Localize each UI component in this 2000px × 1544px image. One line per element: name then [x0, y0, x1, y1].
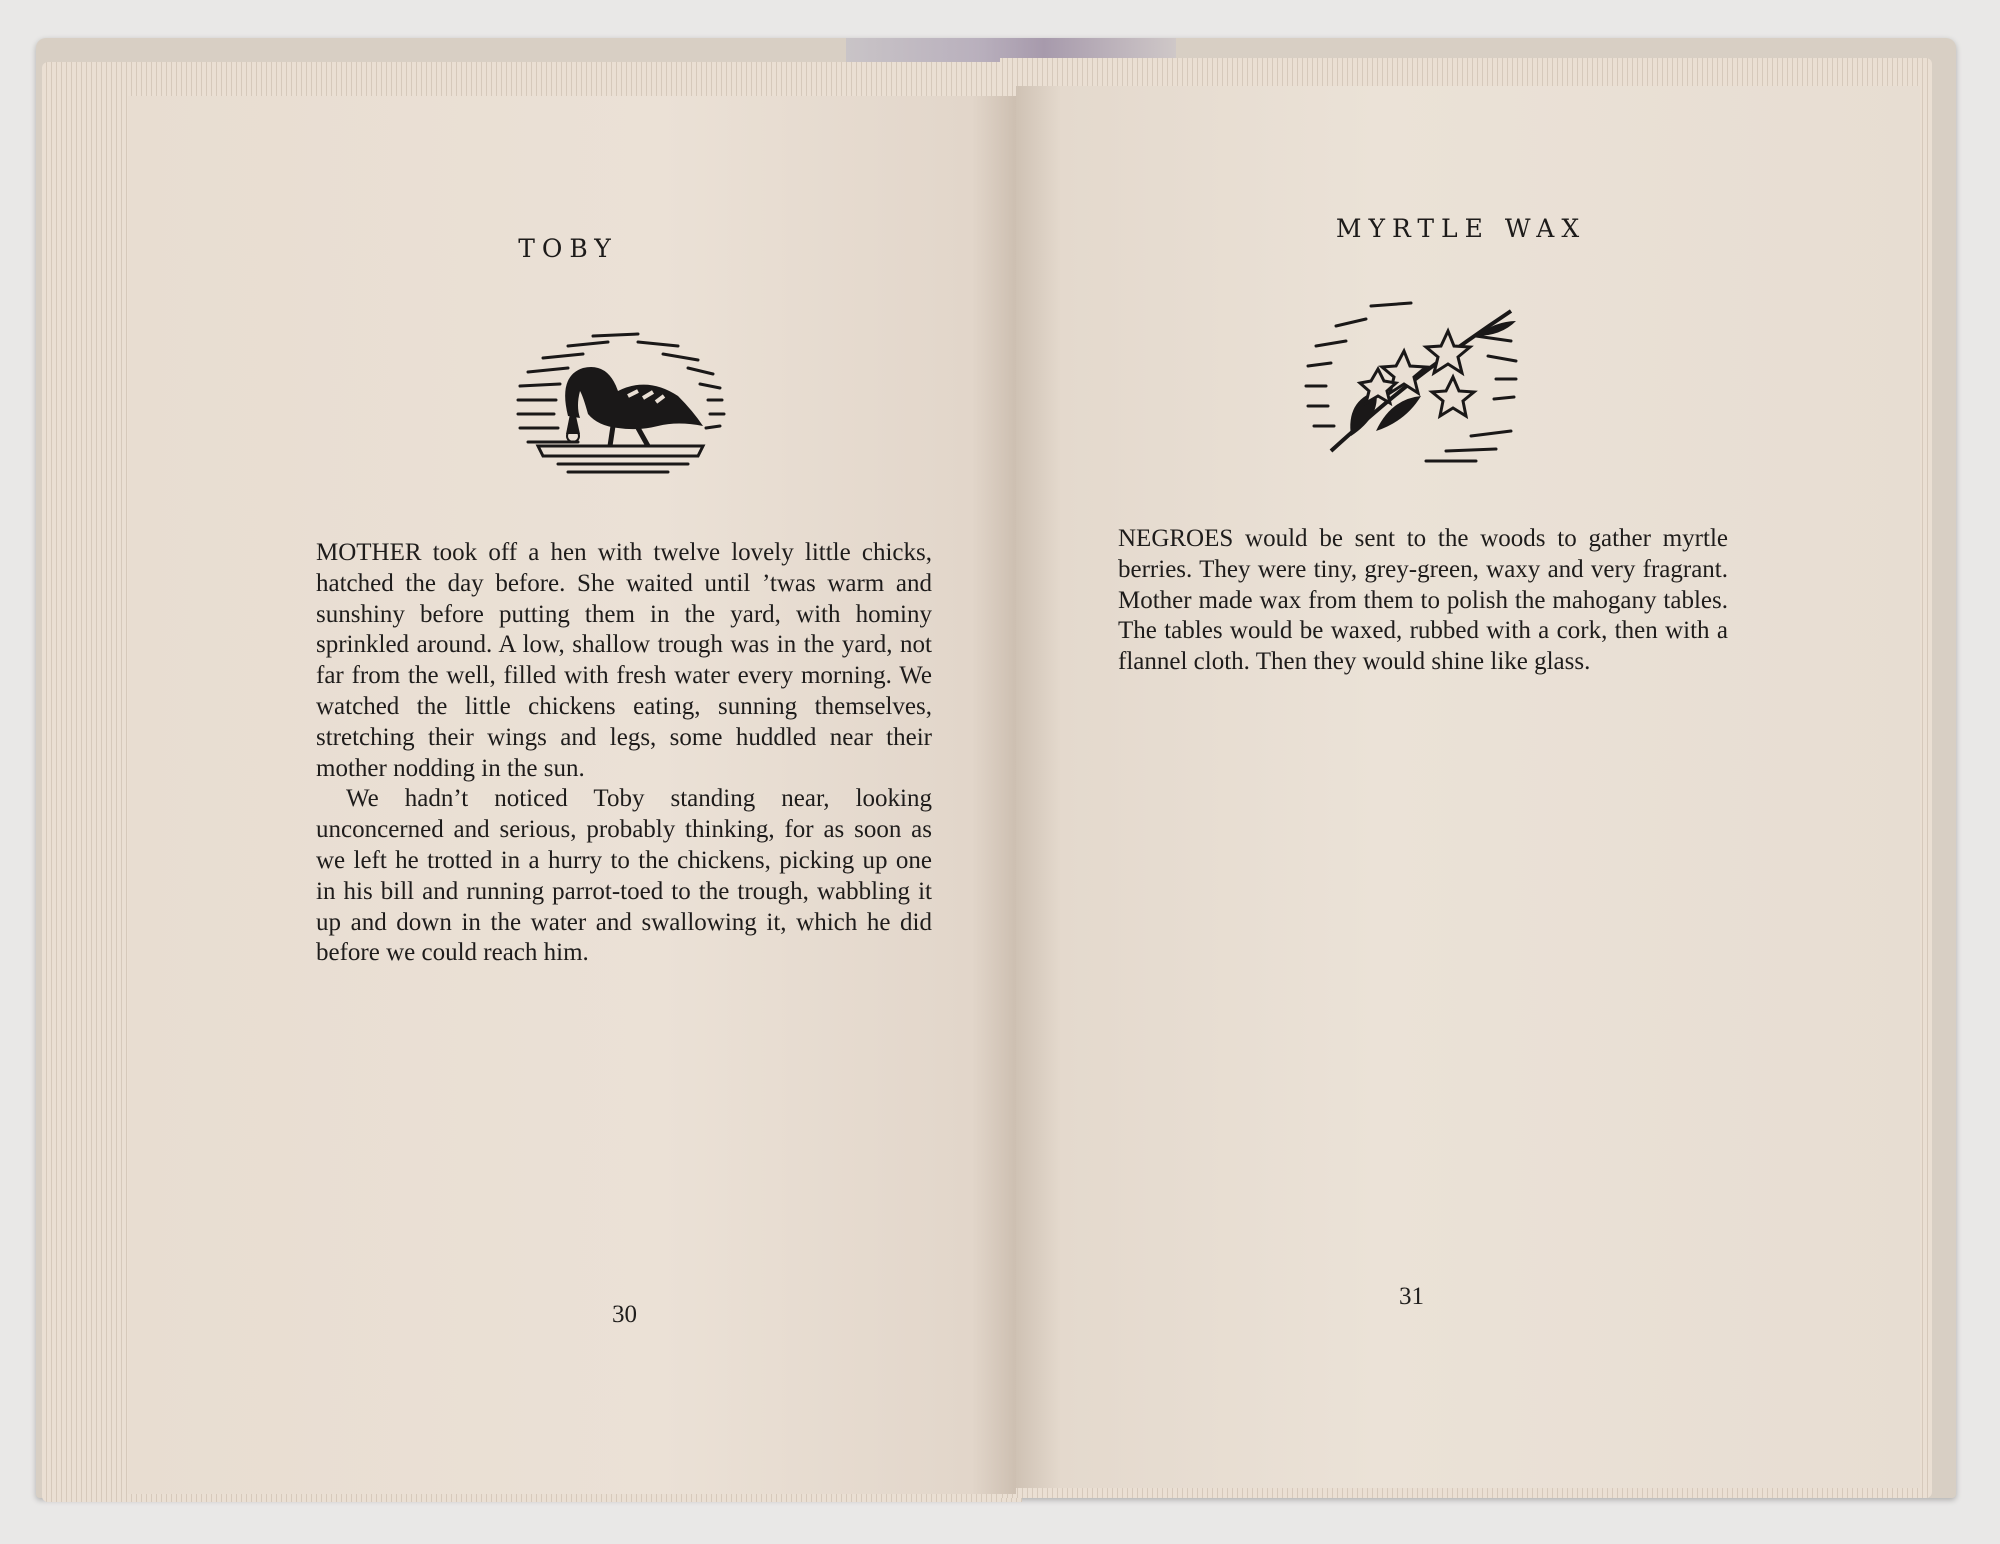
paragraph: MOTHER took off a hen with twelve lovely little chicks, hatched the day before. She waited until ’twas warm and sunshiny before putting them in the yard, with hominy sprinkled around. A low, shallow trough was in the yard, not far from the well, filled with fresh water every morning. We watched the little chickens eating, sunning themselves, stretching their wings and legs, some huddled near their mother nodding in the sun. — [316, 539, 932, 782]
page-number: 30 — [612, 1301, 637, 1328]
chapter-body — [1118, 524, 1728, 678]
page-number: 31 — [1399, 1283, 1424, 1310]
chapter-title: MYRTLE WAX — [1335, 214, 1587, 243]
chapter-title: TOBY — [518, 234, 618, 263]
paragraph: We hadn’t noticed Toby standing near, looking unconcerned and serious, probably thinking, for as soon as we left he trotted in a hurry to the chickens, picking up one in his bill and running parrot-toed to the trough, wabbling it up and down in the water and swallowing it, which he did before we could reach him. — [316, 785, 932, 967]
right-page — [1016, 86, 1920, 1488]
paragraph: NEGROES would be sent to the woods to gather myrtle berries. They were tiny, grey-green, waxy and very fragrant. Mother made wax from them to polish the mahogany tables. The tables would be waxed, rubbed with a cork, then with a flannel cloth. Then they would shine like glass. — [1118, 525, 1728, 676]
goose-drinking-icon — [488, 296, 748, 476]
chapter-body — [316, 538, 932, 969]
left-page — [128, 96, 1016, 1494]
myrtle-branch-icon — [1276, 291, 1546, 471]
